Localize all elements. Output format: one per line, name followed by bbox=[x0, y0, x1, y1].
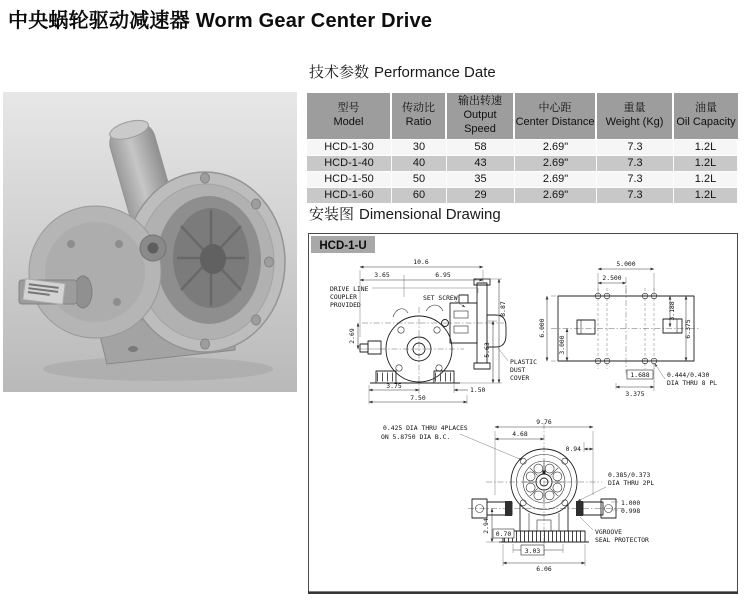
drawing-heading bbox=[309, 203, 501, 224]
label-drive-line-2: COUPLER bbox=[330, 293, 357, 301]
label-set-screw: SET SCREW bbox=[423, 294, 458, 302]
dim-bolt-height: 6.000 bbox=[538, 318, 546, 338]
dim-shaft-min: 0.998 bbox=[621, 507, 641, 515]
dim-center-width: 4.68 bbox=[512, 430, 528, 438]
dim-slot-full: 3.375 bbox=[625, 390, 645, 398]
caution-label bbox=[23, 279, 65, 305]
performance-heading-zh: 技术参数 bbox=[309, 64, 370, 81]
note-bolt-1: 0.425 DIA THRU 4PLACES bbox=[383, 424, 468, 432]
cell-model: HCD-1-60 bbox=[307, 188, 392, 203]
cell-ratio: 40 bbox=[392, 156, 447, 171]
dim-overall-width: 9.76 bbox=[536, 418, 552, 426]
col-header-center-distance: 中心距 Center Distance bbox=[515, 93, 597, 139]
product-photo bbox=[3, 92, 297, 392]
performance-heading-en: Performance Date bbox=[374, 64, 496, 81]
note-holes-2: DIA THRU 8 PL bbox=[667, 379, 718, 387]
dim-edge-offset: 0.94 bbox=[565, 445, 581, 453]
dim-slot-width: 3.03 bbox=[524, 547, 541, 555]
note-pin-1: 0.385/0.373 bbox=[608, 471, 651, 479]
page-title-en: Worm Gear Center Drive bbox=[195, 10, 433, 32]
dim-foot-offset: 1.50 bbox=[470, 386, 486, 394]
table-row bbox=[307, 172, 738, 187]
dim-center-distance: 2.69 bbox=[348, 328, 356, 344]
cell-output-speed: 29 bbox=[447, 188, 515, 203]
label-seal-2: SEAL PROTECTOR bbox=[595, 536, 649, 544]
dim-right-half: 3.188 bbox=[668, 301, 676, 321]
cell-output-speed: 43 bbox=[447, 156, 515, 171]
dim-bolt-half-height: 3.000 bbox=[558, 335, 566, 355]
cell-output-speed: 35 bbox=[447, 172, 515, 187]
dim-bolt-span: 5.000 bbox=[616, 260, 636, 268]
cell-oil-capacity: 1.2L bbox=[674, 188, 738, 203]
drawing-model-label bbox=[311, 236, 375, 253]
cell-center-distance: 2.69" bbox=[515, 172, 597, 187]
dim-overall-width: 10.6 bbox=[413, 258, 429, 266]
label-drive-line-1: DRIVE LINE bbox=[330, 285, 369, 293]
dim-right-full: 6.375 bbox=[684, 319, 692, 339]
cell-center-distance: 2.69" bbox=[515, 140, 597, 155]
dim-bolt-half-span: 2.500 bbox=[602, 274, 622, 282]
note-pin-2: DIA THRU 2PL bbox=[608, 479, 655, 487]
cell-weight: 7.3 bbox=[597, 188, 674, 203]
dim-width-right: 6.95 bbox=[435, 271, 451, 279]
cell-oil-capacity: 1.2L bbox=[674, 172, 738, 187]
cell-output-speed: 58 bbox=[447, 140, 515, 155]
dim-width-left: 3.65 bbox=[374, 271, 390, 279]
photo-shadow bbox=[43, 357, 273, 381]
cell-model: HCD-1-30 bbox=[307, 140, 392, 155]
performance-table bbox=[307, 92, 738, 204]
dim-flange-height: 5.63 bbox=[483, 342, 491, 358]
page-title-zh: 中央蜗轮驱动减速器 bbox=[8, 10, 190, 32]
cell-oil-capacity: 1.2L bbox=[674, 156, 738, 171]
col-header-weight: 重量 Weight (Kg) bbox=[597, 93, 674, 139]
col-header-output-speed: 输出转速 Output Speed bbox=[447, 93, 515, 139]
dimensional-drawing bbox=[308, 233, 738, 594]
cell-ratio: 50 bbox=[392, 172, 447, 187]
note-bolt-2: ON 5.8750 DIA B.C. bbox=[381, 433, 451, 441]
label-dust-cover-1: PLASTIC bbox=[510, 358, 537, 366]
table-row bbox=[307, 140, 738, 155]
drawing-border bbox=[309, 234, 738, 594]
label-dust-cover-3: COVER bbox=[510, 374, 530, 382]
performance-heading bbox=[309, 61, 496, 82]
dim-foot-height: 0.70 bbox=[495, 530, 512, 538]
cell-model: HCD-1-50 bbox=[307, 172, 392, 187]
dim-slot-half: 1.688 bbox=[630, 371, 650, 379]
cell-ratio: 30 bbox=[392, 140, 447, 155]
col-header-ratio: 传动比 Ratio bbox=[392, 93, 447, 139]
dim-base-height: 2.94 bbox=[482, 518, 490, 534]
label-seal-1: VGROOVE bbox=[595, 528, 622, 536]
col-header-oil-capacity: 油量 Oil Capacity bbox=[674, 93, 738, 139]
note-holes-1: 0.444/0.430 bbox=[667, 371, 710, 379]
product-photo-art bbox=[3, 92, 297, 392]
cell-oil-capacity: 1.2L bbox=[674, 140, 738, 155]
label-drive-line-3: PROVIDED bbox=[330, 301, 361, 309]
performance-table-header bbox=[307, 93, 738, 139]
drawing-model-label-text: HCD-1-U bbox=[319, 240, 367, 252]
table-row bbox=[307, 156, 738, 171]
dim-base-width: 7.50 bbox=[410, 394, 426, 402]
table-row bbox=[307, 188, 738, 203]
dim-shaft-max: 1.000 bbox=[621, 499, 641, 507]
dim-base-width: 6.06 bbox=[536, 565, 552, 573]
dim-foot-to-center: 3.75 bbox=[386, 382, 402, 390]
page-title bbox=[8, 4, 432, 33]
cell-weight: 7.3 bbox=[597, 156, 674, 171]
drawing-heading-en: Dimensional Drawing bbox=[359, 206, 501, 223]
cell-ratio: 60 bbox=[392, 188, 447, 203]
cell-center-distance: 2.69" bbox=[515, 156, 597, 171]
cell-weight: 7.3 bbox=[597, 172, 674, 187]
cell-weight: 7.3 bbox=[597, 140, 674, 155]
cell-model: HCD-1-40 bbox=[307, 156, 392, 171]
label-dust-cover-2: DUST bbox=[510, 366, 526, 374]
dim-overall-height: 8.87 bbox=[499, 301, 507, 317]
drawing-heading-zh: 安装图 bbox=[309, 206, 355, 223]
col-header-model: 型号 Model bbox=[307, 93, 392, 139]
cell-center-distance: 2.69" bbox=[515, 188, 597, 203]
